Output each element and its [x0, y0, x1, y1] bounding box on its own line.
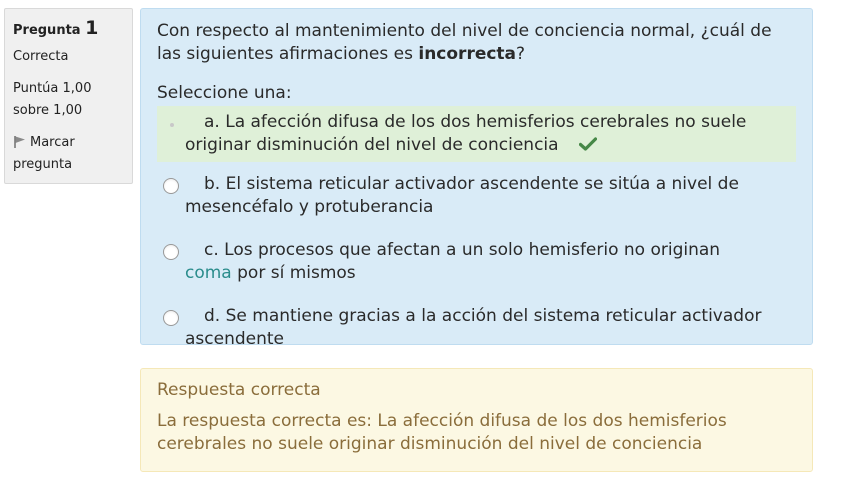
question-text-before: Con respecto al mantenimiento del nivel de conciencia normal, ¿cuál de las siguientes afirmaciones es [157, 21, 772, 64]
option-c-text-after: por sí mismos [231, 263, 356, 283]
flag-question-button[interactable] [13, 132, 124, 176]
answer-option-c[interactable] [157, 234, 796, 290]
question-number [13, 16, 124, 43]
answer-prompt: Seleccione una: [157, 83, 292, 103]
question-text-after: ? [516, 44, 526, 64]
question-info-panel [4, 8, 133, 184]
flag-label-line-2: pregunta [13, 157, 73, 172]
check-icon [560, 135, 578, 149]
flag-icon [13, 135, 27, 149]
feedback-panel [140, 368, 813, 472]
radio-button-a[interactable] [163, 116, 179, 132]
option-d-text: d. Se mantiene gracias a la acción del sistema reticular activador ascendente [185, 306, 762, 349]
question-text-bold: incorrecta [418, 44, 517, 64]
feedback-title: Respuesta correcta [157, 380, 321, 400]
question-state: Correcta [13, 49, 69, 64]
option-a-text: a. La afección difusa de los dos hemisferios cerebrales no suele originar disminución del nivel de conciencia [185, 112, 747, 155]
grade-line-2: sobre 1,00 [13, 103, 83, 118]
answer-option-b[interactable] [157, 168, 796, 224]
question-label: Pregunta [13, 23, 81, 38]
answer-options [157, 106, 796, 356]
radio-button-b[interactable] [163, 178, 179, 194]
question-number-value: 1 [85, 17, 99, 39]
answer-option-d[interactable] [157, 300, 796, 356]
option-c-text-before: c. Los procesos que afectan a un solo hemisferio no originan [204, 240, 721, 260]
grade-line-1: Puntúa 1,00 [13, 81, 92, 96]
radio-button-d[interactable] [163, 310, 179, 326]
question-text [157, 20, 796, 66]
option-b-text: b. El sistema reticular activador ascendente se sitúa a nivel de mesencéfalo y protuberancia [185, 174, 739, 217]
answer-option-a[interactable] [157, 106, 796, 162]
radio-button-c[interactable] [163, 244, 179, 260]
coma-glossary-link[interactable]: coma [185, 263, 232, 283]
flag-label-line-1: Marcar [30, 135, 75, 150]
correct-answer-text: La respuesta correcta es: La afección difusa de los dos hemisferios cerebrales no suele originar disminución del nivel de conciencia [157, 411, 727, 454]
question-formulation [140, 8, 813, 349]
question-grade [13, 78, 124, 122]
